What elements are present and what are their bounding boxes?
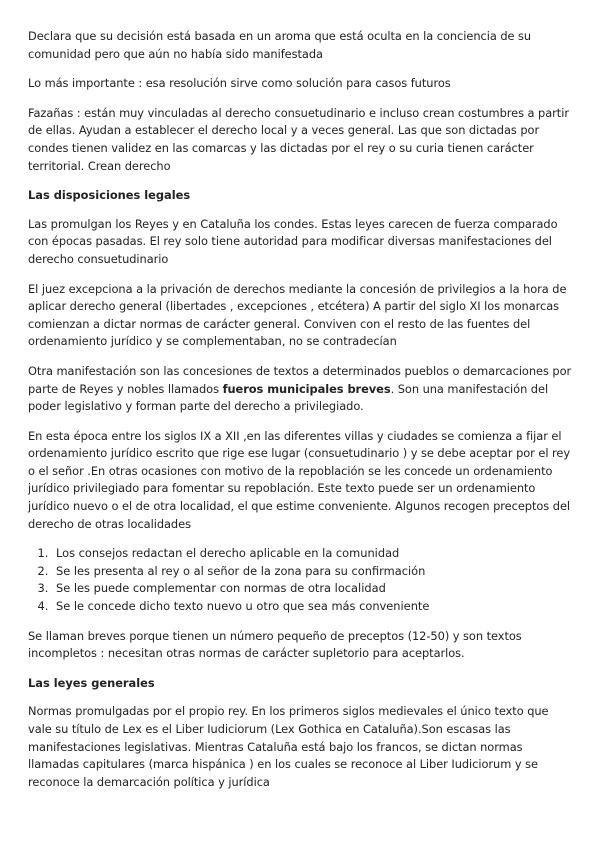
fueros-text-after: . Son una manifestación del poder legislativo y forman parte del derecho a privilegiado.: [28, 381, 549, 414]
paragraph-epoca: En esta época entre los siglos IX a XII ,en las diferentes villas y ciudades se comienza a fijar el ordenamiento jurídico escrito que rige ese lugar (consuetudinario ) y se debe aceptar por el rey o el señor .En otras ocasiones con motivo de la repoblación se les concede un ordenamiento jurídico privilegiado para fomentar su repoblación. Este texto puede ser un ordenamiento jurídico nuevo o el de otra localidad, el que estime conveniente. Algunos recogen preceptos del derecho de otras localidades: [28, 428, 571, 531]
paragraph-fueros: [28, 363, 574, 416]
list-item: 4. Se le concede dicho texto nuevo u otro que sea más conveniente: [52, 598, 574, 616]
paragraph-decision: Declara que su decisión está basada en un aroma que está oculta en la conciencia de su comunidad pero que aún no había sido manifestada: [28, 29, 532, 61]
steps-list: [28, 545, 574, 615]
paragraph-juez: El juez excepciona a la privación de derechos mediante la concesión de privilegios a la hora de aplicar derecho general (libertades , excepciones , etcétera) A partir del siglo XI los monarcas comienzan a dictar normas de carácter general. Conviven con el resto de las fuentes del ordenamiento jurídico y se complementaban, no se contradecían: [28, 281, 567, 349]
paragraph-importance: Lo más importante : esa resolución sirve como solución para casos futuros: [28, 76, 451, 91]
list-item: 1. Los consejos redactan el derecho aplicable en la comunidad: [52, 545, 574, 563]
list-item: 2. Se les presenta al rey o al señor de la zona para su confirmación: [52, 563, 574, 581]
list-item: 3. Se les puede complementar con normas de otra localidad: [52, 580, 574, 598]
paragraph-fazanas: Fazañas : están muy vinculadas al derecho consuetudinario e incluso crean costumbres a partir de ellas. Ayudan a establecer el derecho local y a veces general. Las que son dictadas por condes tienen validez en las comarcas y las dictadas por el rey o su curia tienen carácter territorial. Crean derecho: [28, 105, 569, 173]
fueros-bold-term: fueros municipales breves: [222, 381, 391, 396]
paragraph-breves: Se llaman breves porque tienen un número pequeño de preceptos (12-50) y son textos incompletos : necesitan otras normas de carácter supletorio para aceptarlos.: [28, 628, 522, 661]
heading-leyes-generales: Las leyes generales: [28, 675, 155, 690]
paragraph-normas: Normas promulgadas por el propio rey. En los primeros siglos medievales el único texto que vale su título de Lex es el Liber Iudiciorum (Lex Gothica en Cataluña).Son escasas las manifestaciones legislativas. Mientras Cataluña está bajo los francos, se dictan normas llamadas capitulares (marca hispánica ) en los cuales se reconoce al Liber Iudiciorum y se reconoce la demarcación política y jurídica: [28, 704, 549, 789]
paragraph-promulgan: Las promulgan los Reyes y en Cataluña los condes. Estas leyes carecen de fuerza comparado con épocas pasadas. El rey solo tiene autoridad para modificar diversas manifestaciones del derecho consuetudinario: [28, 216, 558, 266]
heading-disposiciones-legales: Las disposiciones legales: [28, 188, 191, 203]
fueros-text-before: Otra manifestación son las concesiones de textos a determinados pueblos o demarcaciones por parte de Reyes y nobles llamados: [28, 363, 572, 396]
